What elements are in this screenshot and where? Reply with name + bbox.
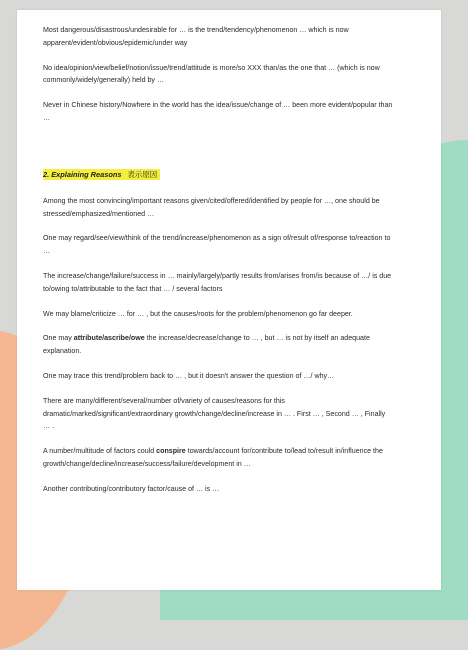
phrase-line: We may blame/criticize … for … , but the causes/roots for the problem/phenomenon go far deeper. [43, 309, 353, 318]
document-content [43, 24, 393, 508]
section-title: Explaining Reasons [51, 169, 122, 179]
phrase-text: towards/account for/contribute to/lead to/result in/influence the growth/change/decline/increase/success/failure/development in … [43, 447, 383, 468]
phrase-line: Among the most convincing/important reasons given/cited/offered/identified by people for …, one should be stressed/emphasized/mentioned … [43, 196, 380, 218]
section-heading [43, 169, 160, 180]
phrase-line [43, 332, 393, 358]
phrase-bold: conspire [156, 447, 186, 456]
phrase-line: One may trace this trend/problem back to … , but it doesn't answer the question of …/ why… [43, 371, 335, 380]
phrase-line: The increase/change/failure/success in … mainly/largely/partly results from/arises from/is because of …/ is due to/owing to/attributable to the fact that … / several factors [43, 271, 392, 293]
phrase-line: Another contributing/contributory factor/cause of … is … [43, 484, 220, 493]
phrase-line: One may regard/see/view/think of the trend/increase/phenomenon as a sign of/result of/response to/reaction to … [43, 234, 391, 256]
phrase-line: Most dangerous/disastrous/undesirable for … is the trend/tendency/phenomenon … which is now apparent/evident/obvious/epidemic/under way [43, 26, 349, 47]
phrase-line [43, 445, 393, 471]
phrase-bold: attribute/ascribe/owe [73, 334, 145, 343]
phrase-line: Never in Chinese history/Nowhere in the world has the idea/issue/change of … been more evident/popular than … [43, 101, 393, 122]
phrase-line: No idea/opinion/view/belief/notion/issue/trend/attitude is more/so XXX than/as the one that … (which is now commonly/widely/generally) held by … [43, 63, 380, 85]
phrase-line: There are many/different/several/number of/variety of causes/reasons for this dramatic/marked/significant/extraordinary growth/change/decline/increase in … . First … , Second … , Finally … . [43, 396, 386, 431]
phrase-text: the increase/decrease/change to … , but … is not by itself an adequate explanation. [43, 334, 370, 356]
section-title-chinese: 表示原因 [127, 169, 158, 179]
phrase-text: A number/multitude of factors could [43, 447, 157, 456]
section-spacer [43, 137, 393, 164]
section-number: 2. [43, 169, 50, 179]
phrase-text: One may [43, 334, 74, 343]
